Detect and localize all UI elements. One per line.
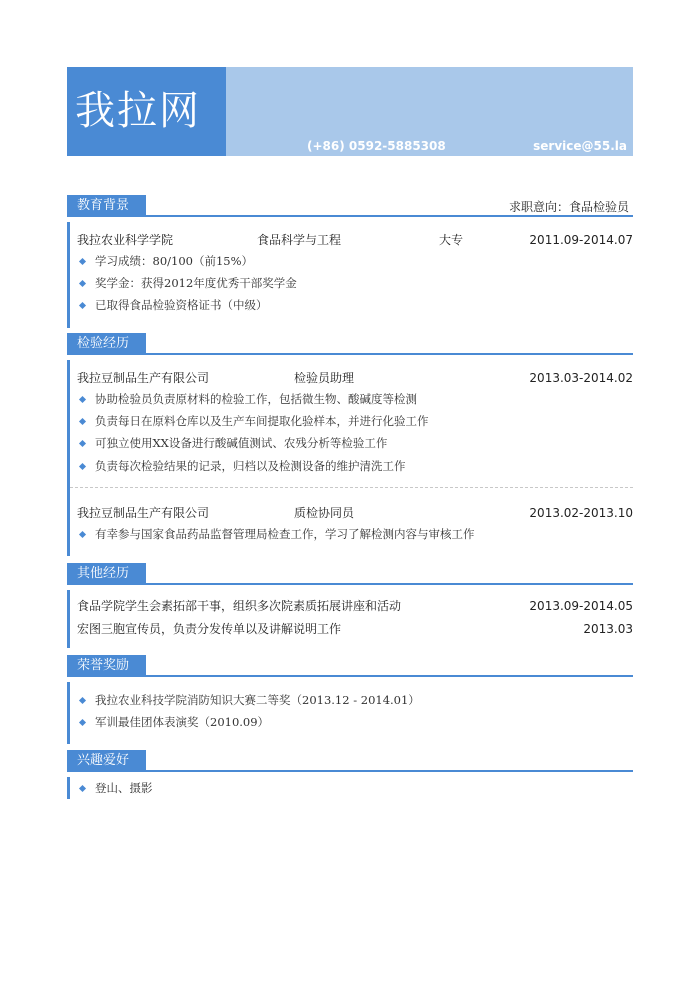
job-date: 2013.02-2013.10 [529, 506, 633, 520]
bullet-diamond-icon [79, 301, 86, 308]
list-item: 负责每次检验结果的记录，归档以及检测设备的维护清洗工作 [80, 456, 406, 476]
company-name: 我拉豆制品生产有限公司 [77, 506, 210, 520]
list-item: 已取得食品检验资格证书（中级） [80, 295, 268, 315]
list-item: 我拉农业科技学院消防知识大赛二等奖（2013.12 - 2014.01） [80, 690, 420, 710]
section-body-hobbies [67, 777, 633, 799]
section-side-bar [67, 777, 70, 799]
job-date: 2013.03-2014.02 [529, 371, 633, 385]
bullet-diamond-icon [79, 417, 86, 424]
section-title-hobbies: 兴趣爱好 [67, 750, 146, 772]
section-side-bar [67, 360, 70, 556]
list-item: 登山、摄影 [80, 778, 153, 798]
list-item: 学习成绩：80/100（前15%） [80, 251, 253, 271]
section-title-education: 教育背景 [67, 195, 146, 217]
section-header-education [67, 195, 633, 217]
list-item: 奖学金：获得2012年度优秀干部奖学金 [80, 273, 297, 293]
major: 食品科学与工程 [257, 233, 342, 247]
section-header-hobbies [67, 750, 633, 772]
bullet-diamond-icon [79, 718, 86, 725]
list-item: 可独立使用XX设备进行酸碱值测试、农残分析等检验工作 [80, 433, 387, 453]
section-rule [146, 675, 633, 677]
section-rule [146, 215, 633, 217]
bullet-diamond-icon [79, 395, 86, 402]
section-side-bar [67, 590, 70, 648]
bullet-diamond-icon [79, 257, 86, 264]
logo-block [67, 67, 226, 156]
section-body-other [67, 590, 633, 648]
phone-number: (+86) 0592-5885308 [307, 139, 446, 153]
section-body-honors [67, 682, 633, 744]
section-body-inspection [67, 360, 633, 556]
section-header-other [67, 563, 633, 585]
section-header-honors [67, 655, 633, 677]
list-item: 有幸参与国家食品药品监督管理局检查工作，学习了解检测内容与审核工作 [80, 524, 475, 544]
job-role: 检验员助理 [294, 371, 355, 385]
bullet-diamond-icon [79, 439, 86, 446]
section-side-bar [67, 682, 70, 744]
degree: 大专 [439, 233, 464, 247]
list-item: 军训最佳团体表演奖（2010.09） [80, 712, 269, 732]
section-rule [146, 353, 633, 355]
resume-header [67, 67, 633, 156]
section-title-inspection: 检验经历 [67, 333, 146, 355]
section-rule [146, 770, 633, 772]
entry-divider [70, 487, 633, 488]
job-role: 质检协同员 [294, 506, 355, 520]
list-item: 协助检验员负责原材料的检验工作，包括微生物、酸碱度等检测 [80, 389, 417, 409]
logo-text: 我拉网 [75, 88, 201, 134]
section-title-honors: 荣誉奖励 [67, 655, 146, 677]
section-side-bar [67, 222, 70, 328]
other-item-date: 2013.03 [583, 622, 633, 636]
job-intent: 求职意向：食品检验员 [508, 200, 629, 214]
email-address: service@55.la [533, 139, 627, 153]
school-name: 我拉农业科学学院 [77, 233, 174, 247]
bullet-diamond-icon [79, 530, 86, 537]
list-item: 负责每日在原料仓库以及生产车间提取化验样本，并进行化验工作 [80, 411, 429, 431]
education-date: 2011.09-2014.07 [529, 233, 633, 247]
bullet-diamond-icon [79, 784, 86, 791]
section-header-inspection [67, 333, 633, 355]
other-item-text: 食品学院学生会素拓部干事，组织多次院素质拓展讲座和活动 [77, 599, 402, 613]
bullet-diamond-icon [79, 462, 86, 469]
other-item-text: 宏图三胞宣传员，负责分发传单以及讲解说明工作 [77, 622, 342, 636]
section-title-other: 其他经历 [67, 563, 146, 585]
other-item-date: 2013.09-2014.05 [529, 599, 633, 613]
company-name: 我拉豆制品生产有限公司 [77, 371, 210, 385]
bullet-diamond-icon [79, 696, 86, 703]
section-body-education [67, 222, 633, 328]
section-rule [146, 583, 633, 585]
bullet-diamond-icon [79, 279, 86, 286]
